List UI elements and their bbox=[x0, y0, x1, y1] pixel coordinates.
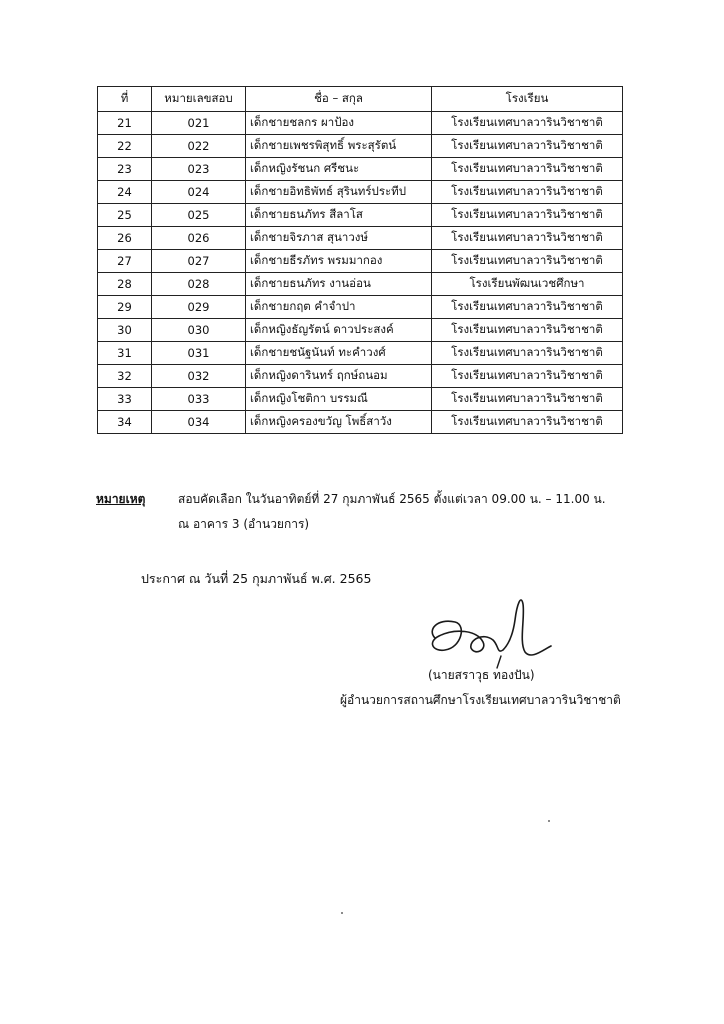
cell-school: โรงเรียนเทศบาลวารินวิชาชาติ bbox=[432, 112, 623, 135]
cell-name: เด็กหญิงรัชนก ศรีชนะ bbox=[246, 158, 432, 181]
cell-exam-id: 028 bbox=[152, 273, 246, 296]
cell-exam-id: 032 bbox=[152, 365, 246, 388]
cell-no: 21 bbox=[98, 112, 152, 135]
note-label: หมายเหตุ bbox=[96, 492, 146, 506]
header-exam-id: หมายเลขสอบ bbox=[152, 87, 246, 112]
cell-name: เด็กชายอิทธิพัทธ์ สุรินทร์ประทีป bbox=[246, 181, 432, 204]
cell-name: เด็กชายชนัฐนันท์ ทะคำวงศ์ bbox=[246, 342, 432, 365]
table-header-row bbox=[98, 87, 623, 112]
table-row bbox=[98, 342, 623, 365]
table-row bbox=[98, 112, 623, 135]
cell-no: 23 bbox=[98, 158, 152, 181]
cell-school: โรงเรียนเทศบาลวารินวิชาชาติ bbox=[432, 250, 623, 273]
cell-exam-id: 022 bbox=[152, 135, 246, 158]
cell-school: โรงเรียนเทศบาลวารินวิชาชาติ bbox=[432, 204, 623, 227]
table-row bbox=[98, 319, 623, 342]
table-row bbox=[98, 388, 623, 411]
cell-exam-id: 033 bbox=[152, 388, 246, 411]
table-row bbox=[98, 204, 623, 227]
cell-name: เด็กชายธนภัทร สีลาโส bbox=[246, 204, 432, 227]
cell-no: 31 bbox=[98, 342, 152, 365]
note-exam-schedule: สอบคัดเลือก ในวันอาทิตย์ที่ 27 กุมภาพันธ์ 2565 ตั้งแต่เวลา 09.00 น. – 11.00 น. bbox=[178, 492, 606, 506]
cell-exam-id: 030 bbox=[152, 319, 246, 342]
cell-no: 33 bbox=[98, 388, 152, 411]
cell-name: เด็กหญิงดารินทร์ ฤกษ์ถนอม bbox=[246, 365, 432, 388]
cell-exam-id: 029 bbox=[152, 296, 246, 319]
cell-no: 26 bbox=[98, 227, 152, 250]
cell-exam-id: 025 bbox=[152, 204, 246, 227]
table-row bbox=[98, 411, 623, 434]
table-row bbox=[98, 365, 623, 388]
cell-school: โรงเรียนเทศบาลวารินวิชาชาติ bbox=[432, 365, 623, 388]
cell-name: เด็กหญิงครองขวัญ โพธิ์สาวัง bbox=[246, 411, 432, 434]
cell-name: เด็กชายชลกร ผาป้อง bbox=[246, 112, 432, 135]
cell-school: โรงเรียนเทศบาลวารินวิชาชาติ bbox=[432, 227, 623, 250]
scan-speck bbox=[548, 820, 550, 822]
cell-no: 25 bbox=[98, 204, 152, 227]
cell-no: 22 bbox=[98, 135, 152, 158]
cell-school: โรงเรียนเทศบาลวารินวิชาชาติ bbox=[432, 181, 623, 204]
cell-no: 27 bbox=[98, 250, 152, 273]
cell-school: โรงเรียนเทศบาลวารินวิชาชาติ bbox=[432, 411, 623, 434]
cell-school: โรงเรียนเทศบาลวารินวิชาชาติ bbox=[432, 135, 623, 158]
cell-name: เด็กหญิงโชติกา บรรมณี bbox=[246, 388, 432, 411]
cell-exam-id: 023 bbox=[152, 158, 246, 181]
table-row bbox=[98, 273, 623, 296]
table-row bbox=[98, 250, 623, 273]
cell-exam-id: 034 bbox=[152, 411, 246, 434]
cell-school: โรงเรียนเทศบาลวารินวิชาชาติ bbox=[432, 342, 623, 365]
cell-name: เด็กชายธีรภัทร พรมมากอง bbox=[246, 250, 432, 273]
note-exam-location: ณ อาคาร 3 (อำนวยการ) bbox=[178, 517, 310, 531]
table-row bbox=[98, 296, 623, 319]
cell-name: เด็กชายจิรภาส สุนาวงษ์ bbox=[246, 227, 432, 250]
cell-name: เด็กชายกฤต คำจำปา bbox=[246, 296, 432, 319]
table-row bbox=[98, 181, 623, 204]
scan-speck bbox=[341, 912, 343, 914]
cell-school: โรงเรียนเทศบาลวารินวิชาชาติ bbox=[432, 158, 623, 181]
cell-school: โรงเรียนเทศบาลวารินวิชาชาติ bbox=[432, 388, 623, 411]
handwritten-signature bbox=[415, 590, 565, 670]
cell-school: โรงเรียนเทศบาลวารินวิชาชาติ bbox=[432, 296, 623, 319]
cell-name: เด็กชายเพชรพิสุทธิ์ พระสุรัตน์ bbox=[246, 135, 432, 158]
cell-name: เด็กหญิงธัญรัตน์ ดาวประสงค์ bbox=[246, 319, 432, 342]
cell-no: 30 bbox=[98, 319, 152, 342]
signer-name: (นายสราวุธ ทองปัน) bbox=[428, 668, 535, 682]
cell-exam-id: 031 bbox=[152, 342, 246, 365]
cell-school: โรงเรียนพัฒนเวชศึกษา bbox=[432, 273, 623, 296]
header-name: ชื่อ – สกุล bbox=[246, 87, 432, 112]
cell-name: เด็กชายธนภัทร งานอ่อน bbox=[246, 273, 432, 296]
table-row bbox=[98, 158, 623, 181]
header-school: โรงเรียน bbox=[432, 87, 623, 112]
cell-exam-id: 026 bbox=[152, 227, 246, 250]
cell-no: 34 bbox=[98, 411, 152, 434]
table-body bbox=[98, 112, 623, 434]
cell-exam-id: 021 bbox=[152, 112, 246, 135]
cell-no: 29 bbox=[98, 296, 152, 319]
cell-no: 32 bbox=[98, 365, 152, 388]
cell-exam-id: 027 bbox=[152, 250, 246, 273]
table-row bbox=[98, 227, 623, 250]
cell-school: โรงเรียนเทศบาลวารินวิชาชาติ bbox=[432, 319, 623, 342]
signer-title: ผู้อำนวยการสถานศึกษาโรงเรียนเทศบาลวารินวิชาชาติ bbox=[340, 693, 621, 707]
announcement-date: ประกาศ ณ วันที่ 25 กุมภาพันธ์ พ.ศ. 2565 bbox=[141, 571, 372, 586]
student-roster-table bbox=[97, 86, 623, 434]
cell-no: 28 bbox=[98, 273, 152, 296]
cell-exam-id: 024 bbox=[152, 181, 246, 204]
cell-no: 24 bbox=[98, 181, 152, 204]
table-row bbox=[98, 135, 623, 158]
header-no: ที่ bbox=[98, 87, 152, 112]
